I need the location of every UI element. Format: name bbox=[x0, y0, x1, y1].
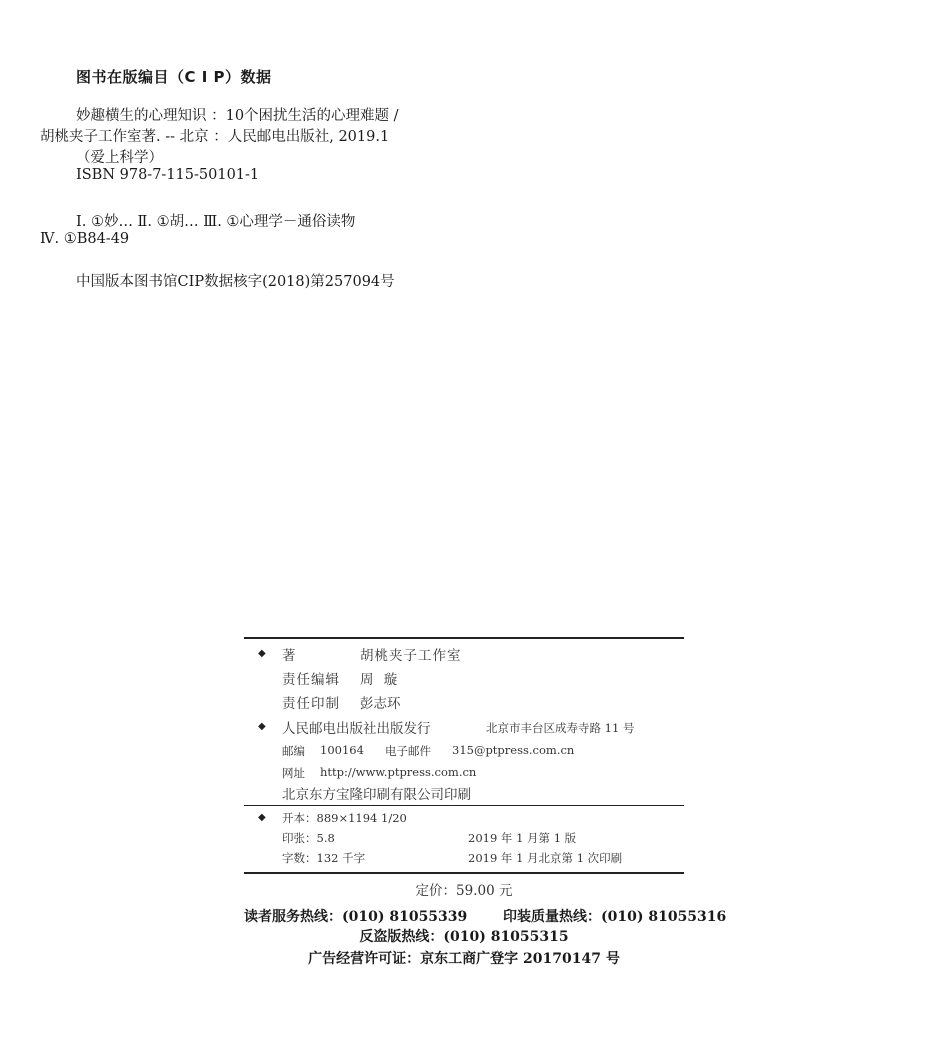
price: 定价：59.00 元 bbox=[415, 883, 513, 899]
cip-classification: Ⅰ. ①妙… Ⅱ. ①胡… Ⅲ. ①心理学－通俗读物 bbox=[76, 214, 356, 230]
postcode-label: 邮编 bbox=[282, 744, 305, 758]
author-name: 胡桃夹子工作室 bbox=[360, 648, 462, 664]
cip-classification-code: Ⅳ. ①B84-49 bbox=[40, 231, 130, 247]
bullet-icon: ◆ bbox=[258, 648, 266, 659]
cip-series: （爱上科学） bbox=[76, 150, 163, 166]
editor-role: 责任编辑 bbox=[282, 672, 340, 688]
ad-license: 广告经营许可证：京东工商广登字 20170147 号 bbox=[308, 951, 620, 967]
postcode: 100164 bbox=[320, 743, 364, 757]
quality-hotline: 印装质量热线：(010) 81055316 bbox=[503, 909, 727, 925]
website: http://www.ptpress.com.cn bbox=[320, 765, 477, 779]
word-count: 字数：132 千字 bbox=[282, 851, 366, 865]
bottom-rule bbox=[244, 872, 684, 874]
middle-rule bbox=[244, 805, 684, 806]
cip-title-line: 妙趣横生的心理知识 ：10个困扰生活的心理难题 / bbox=[76, 108, 399, 124]
bullet-icon: ◆ bbox=[258, 812, 266, 823]
publisher-address: 北京市丰台区成寿寺路 11 号 bbox=[486, 721, 635, 735]
top-rule bbox=[244, 637, 684, 639]
cip-isbn: ISBN 978-7-115-50101-1 bbox=[76, 167, 260, 183]
cip-number: 中国版本图书馆CIP数据核字(2018)第257094号 bbox=[76, 274, 395, 290]
email-label: 电子邮件 bbox=[385, 744, 431, 758]
reader-service-hotline: 读者服务热线：(010) 81055339 bbox=[244, 909, 468, 925]
bullet-icon: ◆ bbox=[258, 721, 266, 732]
author-role: 著 bbox=[282, 648, 296, 664]
printed-sheets: 印张：5.8 bbox=[282, 831, 335, 845]
printing: 2019 年 1 月北京第 1 次印刷 bbox=[468, 851, 623, 865]
website-label: 网址 bbox=[282, 766, 305, 780]
email: 315@ptpress.com.cn bbox=[452, 743, 575, 757]
edition: 2019 年 1 月第 1 版 bbox=[468, 831, 577, 845]
anti-piracy-hotline: 反盗版热线：(010) 81055315 bbox=[359, 929, 569, 945]
cip-title: 图书在版编目（C I P）数据 bbox=[76, 68, 272, 86]
print-manager-role: 责任印制 bbox=[282, 696, 340, 712]
printer: 北京东方宝隆印刷有限公司印刷 bbox=[282, 787, 471, 803]
book-format: 开本：889×1194 1/20 bbox=[282, 811, 407, 825]
cip-author-line: 胡桃夹子工作室著. -- 北京 ：人民邮电出版社, 2019.1 bbox=[40, 129, 390, 145]
publisher: 人民邮电出版社出版发行 bbox=[282, 721, 431, 737]
editor-name: 周 璇 bbox=[360, 672, 401, 688]
print-manager-name: 彭志环 bbox=[360, 696, 401, 712]
